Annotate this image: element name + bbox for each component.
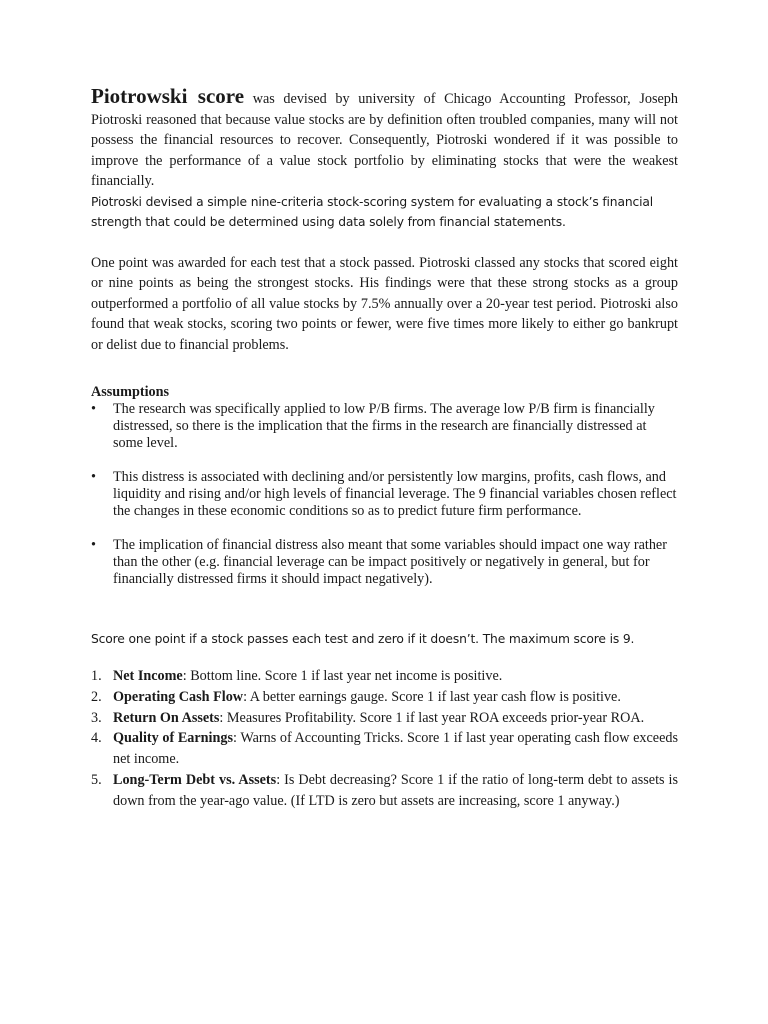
criterion-text: : Bottom line. Score 1 if last year net income is positive. (182, 668, 503, 684)
criterion-text: : Is Debt decreasing? Score 1 if the ratio of long-term debt to assets is down from the year-ago value. (If LTD is zero but assets are increasing, score 1 anyway.) (113, 771, 678, 809)
intro-text: was devised by university of Chicago Accounting Professor, Joseph Piotroski reasoned that because value stocks are by definition often troubled companies, many will not possess the financial resources to recover. Consequently, Piotroski wondered if it was possible to improve the performance of a value stock portfolio by eliminating stocks that were the weakest financially. (91, 91, 678, 189)
score-rule-paragraph: Score one point if a stock passes each test and zero if it doesn’t. The maximum score is 9. (91, 632, 635, 646)
criterion-text: : Warns of Accounting Tricks. Score 1 if last year operating cash flow exceeds net income. (113, 730, 678, 768)
criterion-text: : A better earnings gauge. Score 1 if last year cash flow is positive. (243, 688, 621, 705)
list-item (91, 708, 678, 729)
document-page (91, 86, 678, 812)
list-item (91, 687, 678, 708)
list-item (91, 770, 678, 812)
criterion-name: Operating Cash Flow (113, 688, 244, 705)
criteria-list (91, 666, 678, 812)
criterion-number: 1. (91, 668, 102, 684)
criteria-description-paragraph: Piotroski devised a simple nine-criteria stock-scoring system for evaluating a stock’s financial strength that could be determined using data solely from financial statements. (91, 194, 653, 229)
assumptions-list (91, 401, 678, 588)
assumptions-heading: Assumptions (91, 384, 170, 400)
list-item (91, 728, 678, 770)
list-item (91, 401, 678, 452)
criterion-number: 2. (91, 688, 102, 705)
bullet-icon: • (91, 469, 96, 485)
criterion-number: 3. (91, 709, 102, 726)
criterion-name: Net Income (113, 668, 183, 684)
bullet-icon: • (91, 537, 96, 553)
document-title: Piotrowski score (91, 84, 245, 108)
list-item (91, 666, 678, 687)
list-item (91, 537, 678, 588)
criterion-name: Return On Assets (113, 709, 220, 726)
list-item (91, 469, 678, 520)
criterion-number: 4. (91, 730, 102, 747)
assumption-text: The research was specifically applied to low P/B firms. The average low P/B firm is financially distressed, so there is the implication that the firms in the research are financially distressed at some level. (113, 401, 655, 451)
criterion-number: 5. (91, 771, 102, 788)
criterion-name: Long-Term Debt vs. Assets (113, 771, 277, 788)
assumption-text: This distress is associated with declining and/or persistently low margins, profits, cash flows, and liquidity and rising and/or high levels of financial leverage. The 9 financial variables chosen reflect the changes in these economic conditions so as to predict future firm performance. (113, 469, 677, 519)
findings-paragraph: One point was awarded for each test that a stock passed. Piotroski classed any stocks that scored eight or nine points as being the strongest stocks. His findings were that these strong stocks as a group outperformed a portfolio of all value stocks by 7.5% annually over a 20-year test period. Piotroski also found that weak stocks, scoring two points or fewer, were five times more likely to either go bankrupt or delist due to financial problems. (91, 254, 678, 353)
criterion-name: Quality of Earnings (113, 730, 234, 747)
bullet-icon: • (91, 401, 96, 417)
intro-paragraph (91, 86, 678, 192)
criterion-text: : Measures Profitability. Score 1 if last year ROA exceeds prior-year ROA. (219, 709, 645, 726)
assumption-text: The implication of financial distress also meant that some variables should impact one way rather than the other (e.g. financial leverage can be impact positively or negatively in general, but for financially distressed firms it should impact negatively). (113, 537, 667, 587)
